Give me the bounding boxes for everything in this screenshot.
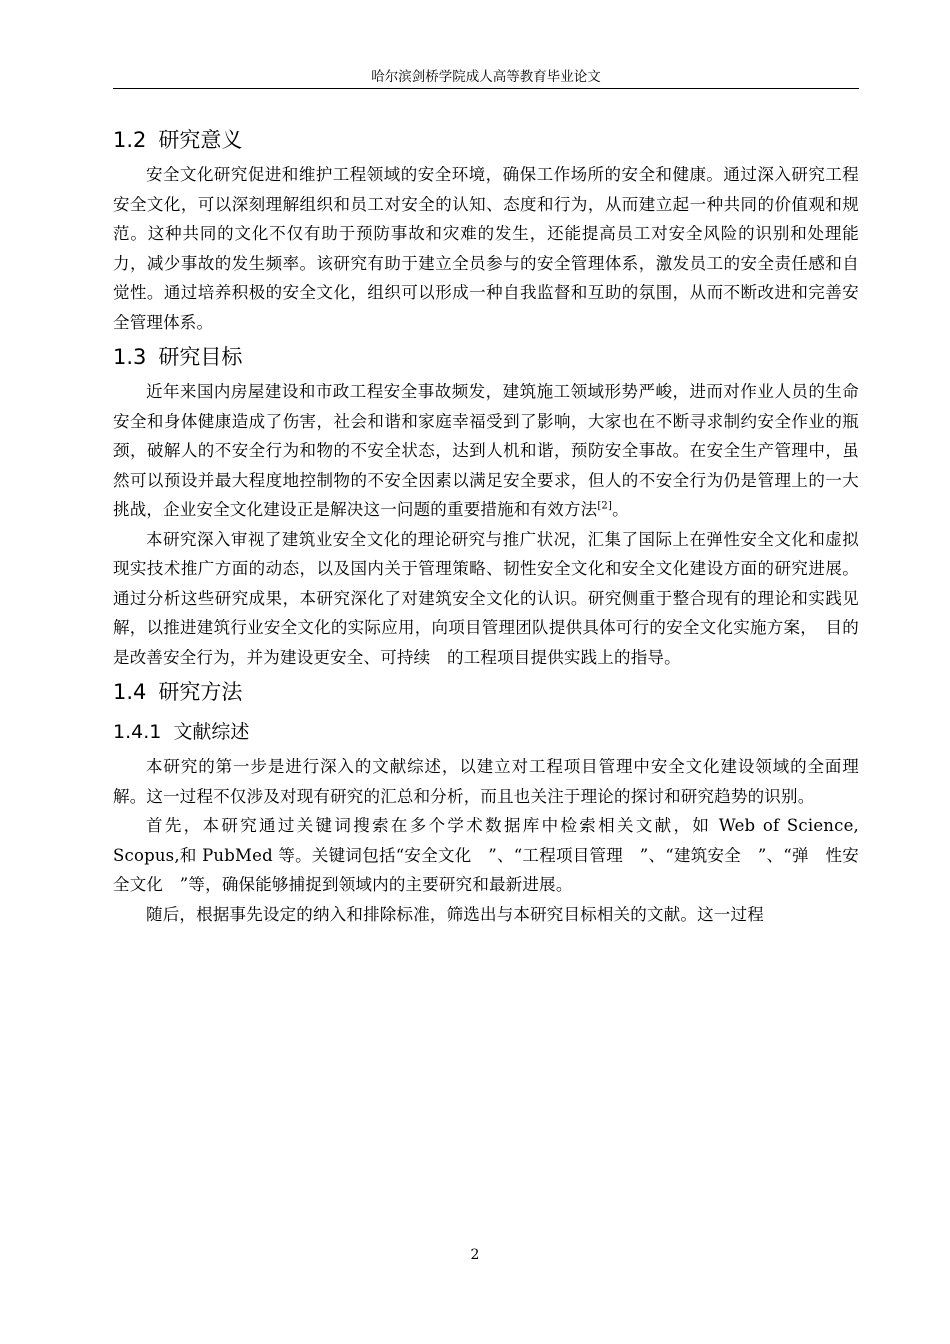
section-heading-1-4 xyxy=(113,672,859,712)
paragraph xyxy=(113,377,859,525)
section-title: 研究意义 xyxy=(158,128,243,152)
paragraph: 本研究的第一步是进行深入的文献综述，以建立对工程项目管理中安全文化建设领域的全面理解。这一过程不仅涉及对现有研究的汇总和分析，而且也关注于理论的探讨和研究趋势的识别。 xyxy=(113,757,859,806)
section-number: 1.4 xyxy=(113,680,147,704)
subsection-title: 文献综述 xyxy=(173,721,250,743)
page-header-title: 哈尔滨剑桥学院成人高等教育毕业论文 xyxy=(371,69,601,85)
paragraph: 本研究深入审视了建筑业安全文化的理论研究与推广状况，汇集了国际上在弹性安全文化和虚拟现实技术推广方面的动态，以及国内关于管理策略、韧性安全文化和安全文化建设方面的研究进展。通过分析这些研究成果，本研究深化了对建筑安全文化的认识。研究侧重于整合现有的理论和实践见解，以推进建筑行业安全文化的实际应用，向项目管理团队提供具体可行的安全文化实施方案， 目的是改善安全行为，并为建设更安全、可持续 的工程项目提供实践上的指导。 xyxy=(113,529,859,667)
page-number: 2 xyxy=(470,1247,480,1263)
citation-ref[interactable]: [2] xyxy=(597,500,613,512)
paragraph: 首先，本研究通过关键词搜索在多个学术数据库中检索相关文献，如 Web of Science, Scopus,和 PubMed 等。关键词包括“安全文化 ”、“工程项目管理 ”、“建筑安全 ”、“弹 性安全文化 ”等，确保能够捕捉到领域内的主要研究和最新进展。 xyxy=(113,816,859,894)
section-heading-1-3 xyxy=(113,337,859,377)
paragraph: 随后，根据事先设定的纳入和排除标准，筛选出与本研究目标相关的文献。这一过程 xyxy=(146,904,764,924)
header-divider xyxy=(113,88,859,89)
paragraph-end: 。 xyxy=(612,500,629,519)
section-number: 1.2 xyxy=(113,128,147,152)
subsection-heading-1-4-1 xyxy=(113,712,859,752)
section-number: 1.3 xyxy=(113,345,147,369)
section-title: 研究目标 xyxy=(158,345,243,369)
paragraph: 安全文化研究促进和维护工程领域的安全环境，确保工作场所的安全和健康。通过深入研究工程安全文化，可以深刻理解组织和员工对安全的认知、态度和行为，从而建立起一种共同的价值观和规范。这种共同的文化不仅有助于预防事故和灾难的发生，还能提高员工对安全风险的识别和处理能力，减少事故的发生频率。该研究有助于建立全员参与的安全管理体系，激发员工的安全责任感和自觉性。通过培养积极的安全文化，组织可以形成一种自我监督和互助的氛围，从而不断改进和完善安全管理体系。 xyxy=(113,165,859,332)
section-title: 研究方法 xyxy=(158,680,243,704)
section-heading-1-2 xyxy=(113,120,859,160)
document-body xyxy=(113,120,859,929)
subsection-number: 1.4.1 xyxy=(113,721,162,743)
paragraph-text: 近年来国内房屋建设和市政工程安全事故频发，建筑施工领域形势严峻，进而对作业人员的生命安全和身体健康造成了伤害，社会和谐和家庭幸福受到了影响，大家也在不断寻求制约安全作业的瓶颈，破解人的不安全行为和物的不安全状态，达到人机和谐，预防安全事故。在安全生产管理中，虽然可以预设并最大程度地控制物的不安全因素以满足安全要求，但人的不安全行为仍是管理上的一大挑战，企业安全文化建设正是解决这一问题的重要措施和有效方法 xyxy=(113,382,859,519)
